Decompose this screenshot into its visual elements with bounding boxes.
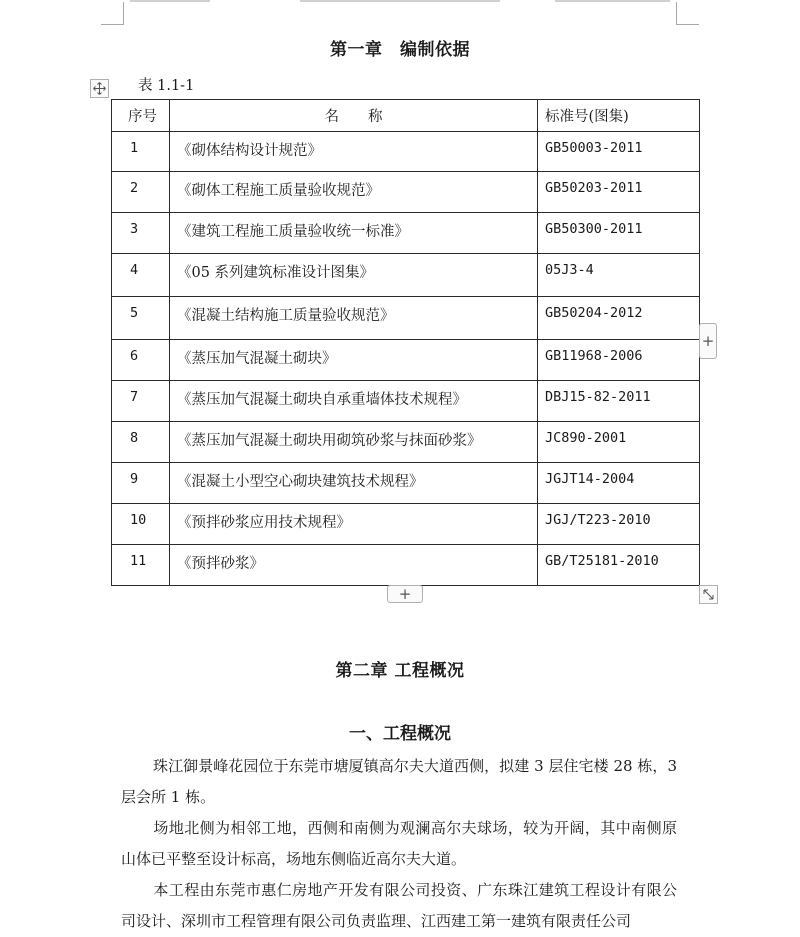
- cell-index[interactable]: 1: [112, 132, 170, 172]
- cell-name[interactable]: 《蒸压加气混凝土砌块用砌筑砂浆与抹面砂浆》: [170, 422, 538, 463]
- cell-standard[interactable]: GB11968-2006: [538, 340, 700, 381]
- cell-standard[interactable]: JGJT14-2004: [538, 463, 700, 504]
- cell-standard[interactable]: JC890-2001: [538, 422, 700, 463]
- header-standard[interactable]: 标准号(图集): [538, 100, 700, 132]
- standards-table: [111, 99, 700, 586]
- table-caption: 表 1.1-1: [138, 78, 195, 94]
- plus-icon: +: [398, 585, 412, 603]
- table-row: [112, 381, 700, 422]
- paragraph-text: 珠江御景峰花园位于东莞市塘厦镇高尔夫大道西侧，拟建 3 层住宅楼 28 栋，3 层会所 1 栋。: [121, 757, 677, 806]
- cell-standard[interactable]: 05J3-4: [538, 254, 700, 297]
- table-row: [112, 132, 700, 172]
- header-name[interactable]: 名 称: [170, 100, 538, 132]
- chapter-2-title: 第二章 工程概况: [335, 661, 465, 681]
- cell-name[interactable]: 《05 系列建筑标准设计图集》: [170, 254, 538, 297]
- cell-standard[interactable]: GB/T25181-2010: [538, 545, 700, 586]
- cell-standard[interactable]: GB50203-2011: [538, 172, 700, 213]
- plus-icon: +: [701, 332, 715, 350]
- cell-index[interactable]: 8: [112, 422, 170, 463]
- table-row: [112, 172, 700, 213]
- cell-index[interactable]: 6: [112, 340, 170, 381]
- cell-index[interactable]: 9: [112, 463, 170, 504]
- chapter-1-title: 第一章 编制依据: [330, 40, 470, 60]
- previous-page-clip: [130, 0, 210, 2]
- cell-name[interactable]: 《蒸压加气混凝土砌块》: [170, 340, 538, 381]
- table-row: [112, 254, 700, 297]
- table-header-row: [112, 100, 700, 132]
- cell-name[interactable]: 《预拌砂浆应用技术规程》: [170, 504, 538, 545]
- cell-name[interactable]: 《混凝土结构施工质量验收规范》: [170, 297, 538, 340]
- header-index[interactable]: 序号: [112, 100, 170, 132]
- add-column-button[interactable]: [699, 323, 717, 359]
- paragraph-text: 场地北侧为相邻工地，西侧和南侧为观澜高尔夫球场，较为开阔，其中南侧原山体已平整至设计标高，场地东侧临近高尔夫大道。: [121, 819, 677, 868]
- paragraph-text: 本工程由东莞市惠仁房地产开发有限公司投资、广东珠江建筑工程设计有限公司设计、深圳市工程管理有限公司负责监理、江西建工第一建筑有限责任公司: [121, 881, 677, 930]
- table-row: [112, 463, 700, 504]
- table-row: [112, 213, 700, 254]
- table-row: [112, 297, 700, 340]
- cell-standard[interactable]: JGJ/T223-2010: [538, 504, 700, 545]
- cell-standard[interactable]: GB50003-2011: [538, 132, 700, 172]
- section-title: 一、工程概况: [349, 724, 451, 744]
- cell-index[interactable]: 7: [112, 381, 170, 422]
- cell-name[interactable]: 《预拌砂浆》: [170, 545, 538, 586]
- cell-name[interactable]: 《砌体结构设计规范》: [170, 132, 538, 172]
- cell-standard[interactable]: GB50300-2011: [538, 213, 700, 254]
- previous-page-clip: [300, 0, 500, 2]
- cell-index[interactable]: 11: [112, 545, 170, 586]
- cell-standard[interactable]: GB50204-2012: [538, 297, 700, 340]
- cell-index[interactable]: 5: [112, 297, 170, 340]
- cell-index[interactable]: 4: [112, 254, 170, 297]
- cell-standard[interactable]: DBJ15-82-2011: [538, 381, 700, 422]
- cell-name[interactable]: 《砌体工程施工质量验收规范》: [170, 172, 538, 213]
- cell-index[interactable]: 10: [112, 504, 170, 545]
- table-row: [112, 422, 700, 463]
- cell-name[interactable]: 《建筑工程施工质量验收统一标准》: [170, 213, 538, 254]
- paragraph[interactable]: [121, 813, 677, 875]
- table-move-handle[interactable]: [90, 79, 109, 98]
- paragraph[interactable]: [121, 875, 677, 937]
- table-row: [112, 504, 700, 545]
- cell-name[interactable]: 《蒸压加气混凝土砌块自承重墙体技术规程》: [170, 381, 538, 422]
- margin-corner-mark: [676, 2, 699, 25]
- add-row-button[interactable]: [387, 585, 423, 603]
- cell-name[interactable]: 《混凝土小型空心砌块建筑技术规程》: [170, 463, 538, 504]
- previous-page-clip: [555, 0, 670, 2]
- table-row: [112, 545, 700, 586]
- cell-index[interactable]: 3: [112, 213, 170, 254]
- margin-corner-mark: [101, 2, 124, 25]
- paragraph[interactable]: [121, 751, 677, 813]
- diagonal-resize-icon: [702, 588, 715, 601]
- move-cross-icon: [93, 82, 106, 95]
- cell-index[interactable]: 2: [112, 172, 170, 213]
- table-row: [112, 340, 700, 381]
- table-resize-handle[interactable]: [699, 585, 718, 604]
